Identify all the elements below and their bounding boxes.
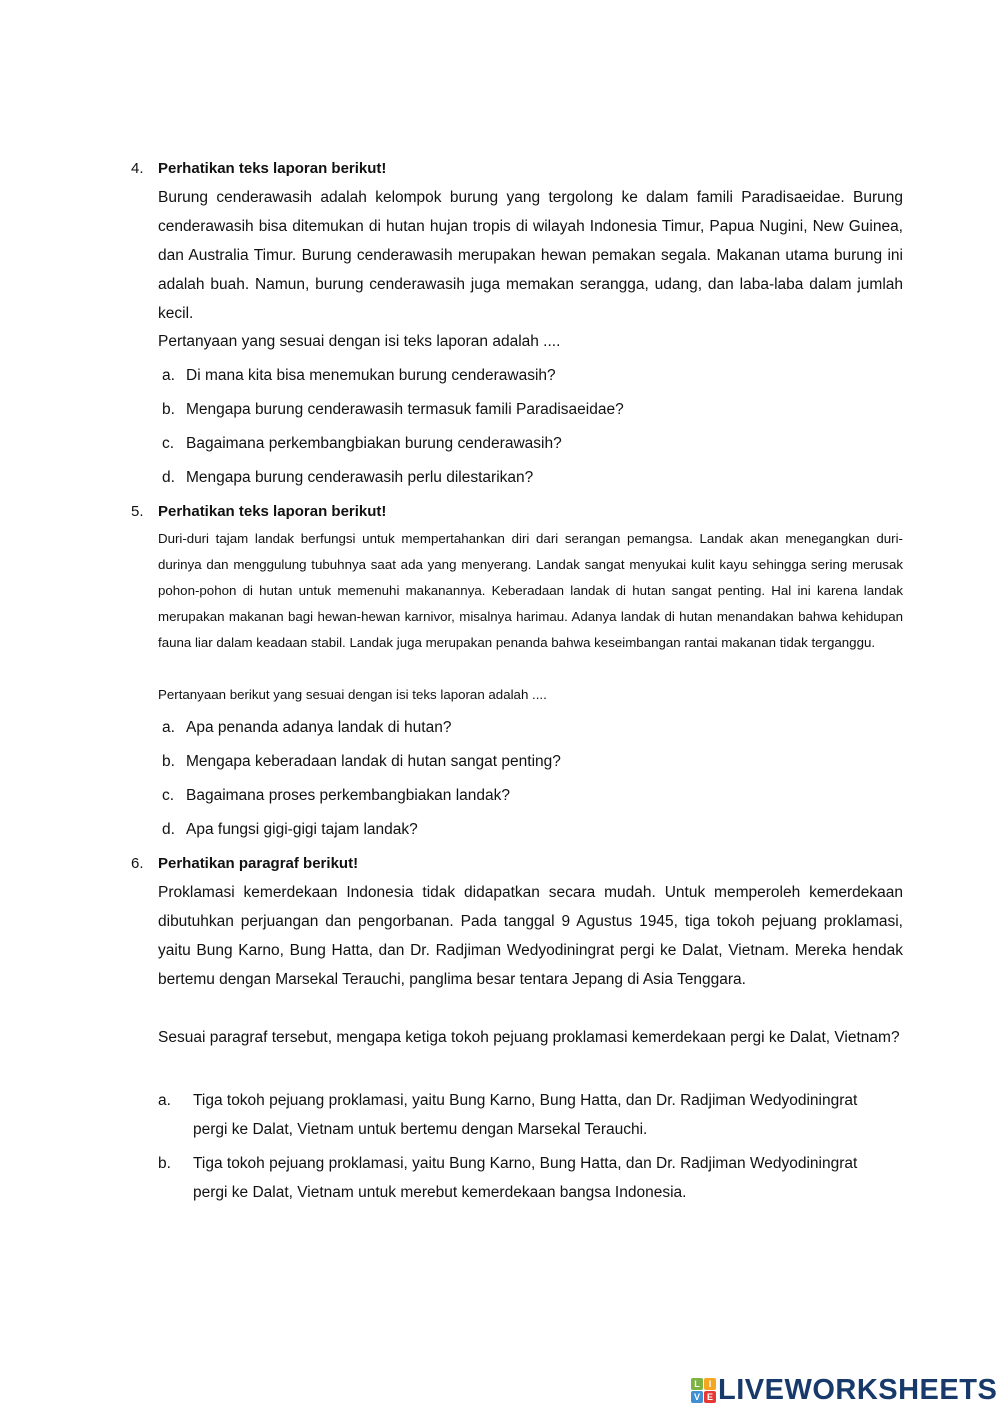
question-prompt: Pertanyaan berikut yang sesuai dengan isi teks laporan adalah .... [158, 687, 547, 702]
question-title: Perhatikan teks laporan berikut! [158, 160, 387, 177]
question-number: 6. [131, 855, 144, 872]
question-number: 5. [131, 503, 144, 520]
question-paragraph: Duri-duri tajam landak berfungsi untuk mempertahankan diri dari serangan pemangsa. Landak akan menegangkan duri-durinya dan menggulung tubuhnya saat ada yang menyerang. Landak sangat menyukai kulit kayu sehingga sering merusak pohon-pohon di hutan untuk memenuhi makanannya. Keberadaan landak di hutan sangat penting. Hal ini karena landak merupakan makanan bagi hewan-hewan karnivor, misalnya harimau. Adanya landak di hutan menandakan bahwa kehidupan fauna liar dalam keadaan stabil. Landak juga merupakan penanda bahwa keseimbangan rantai makanan tidak terganggu. [158, 531, 903, 650]
question-prompt: Sesuai paragraf tersebut, mengapa ketiga tokoh pejuang proklamasi kemerdekaan pergi ke Dalat, Vietnam? [158, 1029, 900, 1046]
option-d[interactable]: d. Apa fungsi gigi-gigi tajam landak? [162, 821, 418, 838]
option-c[interactable]: c. Bagaimana proses perkembangbiakan landak? [162, 787, 510, 804]
logo-tile-i: I [704, 1378, 716, 1390]
option-c[interactable]: c. Bagaimana perkembangbiakan burung cenderawasih? [162, 435, 562, 452]
logo-tile-v: V [691, 1391, 703, 1403]
logo-tile-l: L [691, 1378, 703, 1390]
question-paragraph: Proklamasi kemerdekaan Indonesia tidak didapatkan secara mudah. Untuk memperoleh kemerdekaan dibutuhkan perjuangan dan pengorbanan. Pada tanggal 9 Agustus 1945, tiga tokoh pejuang proklamasi, yaitu Bung Karno, Bung Hatta, dan Dr. Radjiman Wedyodiningrat pergi ke Dalat, Vietnam. Mereka hendak bertemu dengan Marsekal Terauchi, panglima besar tentara Jepang di Asia Tenggara. [158, 884, 903, 988]
option-a[interactable]: a. Di mana kita bisa menemukan burung cenderawasih? [162, 367, 556, 384]
option-b[interactable]: b. Mengapa keberadaan landak di hutan sangat penting? [162, 753, 561, 770]
live-tiles-icon [691, 1378, 716, 1403]
logo-wordmark: LIVEWORKSHEETS [718, 1374, 998, 1406]
option-a[interactable]: a. Apa penanda adanya landak di hutan? [162, 719, 452, 736]
question-title: Perhatikan paragraf berikut! [158, 855, 359, 872]
question-prompt: Pertanyaan yang sesuai dengan isi teks laporan adalah .... [158, 333, 561, 350]
question-number: 4. [131, 160, 144, 177]
liveworksheets-logo [691, 1376, 997, 1404]
logo-tile-e: E [704, 1391, 716, 1403]
option-b[interactable]: b. Mengapa burung cenderawasih termasuk famili Paradisaeidae? [162, 401, 624, 418]
option-d[interactable]: d. Mengapa burung cenderawasih perlu dilestarikan? [162, 469, 534, 486]
question-title: Perhatikan teks laporan berikut! [158, 503, 387, 520]
question-paragraph: Burung cenderawasih adalah kelompok burung yang tergolong ke dalam famili Paradisaeidae. Burung cenderawasih bisa ditemukan di hutan hujan tropis di wilayah Indonesia Timur, Papua Nugini, New Guinea, dan Australia Timur. Burung cenderawasih merupakan hewan pemakan segala. Makanan utama burung ini adalah buah. Namun, burung cenderawasih juga memakan serangga, udang, dan laba-laba dalam jumlah kecil. [158, 189, 903, 322]
